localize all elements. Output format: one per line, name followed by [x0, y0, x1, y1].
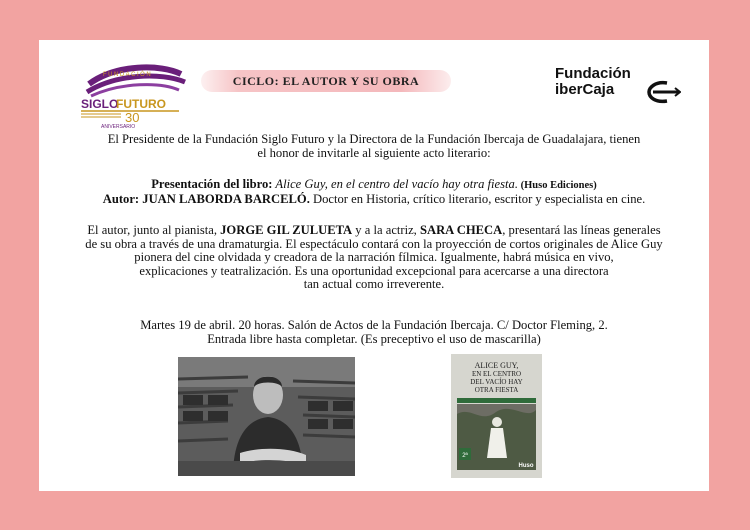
presentation-label: Presentación del libro: — [151, 177, 273, 191]
body-line-4: explicaciones y teatralización. Es una oportunidad excepcional para acercarse a una directora — [139, 263, 609, 278]
logo-top-word: FUNDACIÓN — [103, 72, 153, 78]
ibercaja-logo — [555, 66, 685, 106]
author-name: JUAN LABORDA BARCELÓ. — [139, 191, 310, 206]
ibercaja-mark-icon — [645, 80, 681, 104]
cover-title-3: DEL VACÍO HAY — [470, 378, 523, 386]
event-date-place: Martes 19 de abril. 20 horas. Salón de Actos de la Fundación Ibercaja. C/ Doctor Fleming, 2. — [140, 318, 608, 332]
body-line-2: de su obra a través de una dramaturgia. El espectáculo contará con la proyección de cortos originales de Alice Guy — [85, 236, 663, 251]
body-line-5: tan actual como irreverente. — [303, 277, 445, 291]
logo-anniv-word: ANIVERSARIO — [101, 124, 136, 130]
event-details — [59, 319, 689, 346]
event-entry-note: Entrada libre hasta completar. (Es preceptivo el uso de mascarilla) — [207, 331, 541, 346]
cover-title-2: EN EL CENTRO — [471, 370, 522, 378]
book-cover — [451, 354, 542, 478]
publisher-note: (Huso Ediciones) — [518, 180, 597, 191]
logo-name-b: FUTURO — [116, 97, 166, 111]
book-title: Alice Guy, en el centro del vacío hay otra fiesta. — [272, 177, 518, 191]
logo-anniv-number: 30 — [125, 110, 140, 125]
cycle-banner: CICLO: EL AUTOR Y SU OBRA — [201, 70, 451, 92]
ibercaja-logo-line2: iberCaja — [555, 81, 615, 98]
body-text: , presentará las líneas generales — [502, 223, 661, 237]
siglo-futuro-emblem — [61, 60, 201, 130]
author-description: Doctor en Historia, crítico literario, escritor y especialista en cine. — [309, 191, 646, 206]
body-paragraph — [59, 224, 689, 292]
intro-paragraph — [59, 133, 689, 160]
invitation-card — [39, 40, 709, 491]
cover-title-1: ALICE GUY, — [474, 361, 519, 370]
actress-name: SARA CHECA — [419, 223, 503, 237]
pianist-name: JORGE GIL ZULUETA — [220, 223, 353, 237]
logo-name-a: SIGLO — [81, 97, 119, 111]
cover-publisher: Huso — [518, 463, 534, 469]
author-photo — [178, 357, 355, 476]
body-text: El autor, junto al pianista, — [87, 223, 221, 237]
ibercaja-logo-line1: Fundación — [555, 65, 631, 82]
siglo-futuro-logo — [61, 60, 201, 130]
book-cover-image — [451, 354, 542, 478]
cover-title-4: OTRA FIESTA — [474, 386, 519, 394]
intro-line-2: el honor de invitarle al siguiente acto literario: — [257, 145, 491, 160]
body-line-3: pionera del cine olvidada y creadora de la narración fílmica. Igualmente, habrá música en vivo, — [134, 250, 614, 264]
cover-badge: 2ª — [462, 453, 468, 459]
author-label: Autor: — [102, 191, 140, 206]
author-photo-image — [178, 357, 355, 476]
intro-line-1: El Presidente de la Fundación Siglo Futuro y la Directora de la Fundación Ibercaja de Guadalajara, tienen — [107, 132, 641, 146]
presentation-block — [59, 178, 689, 206]
body-text: y a la actriz, — [352, 223, 420, 237]
